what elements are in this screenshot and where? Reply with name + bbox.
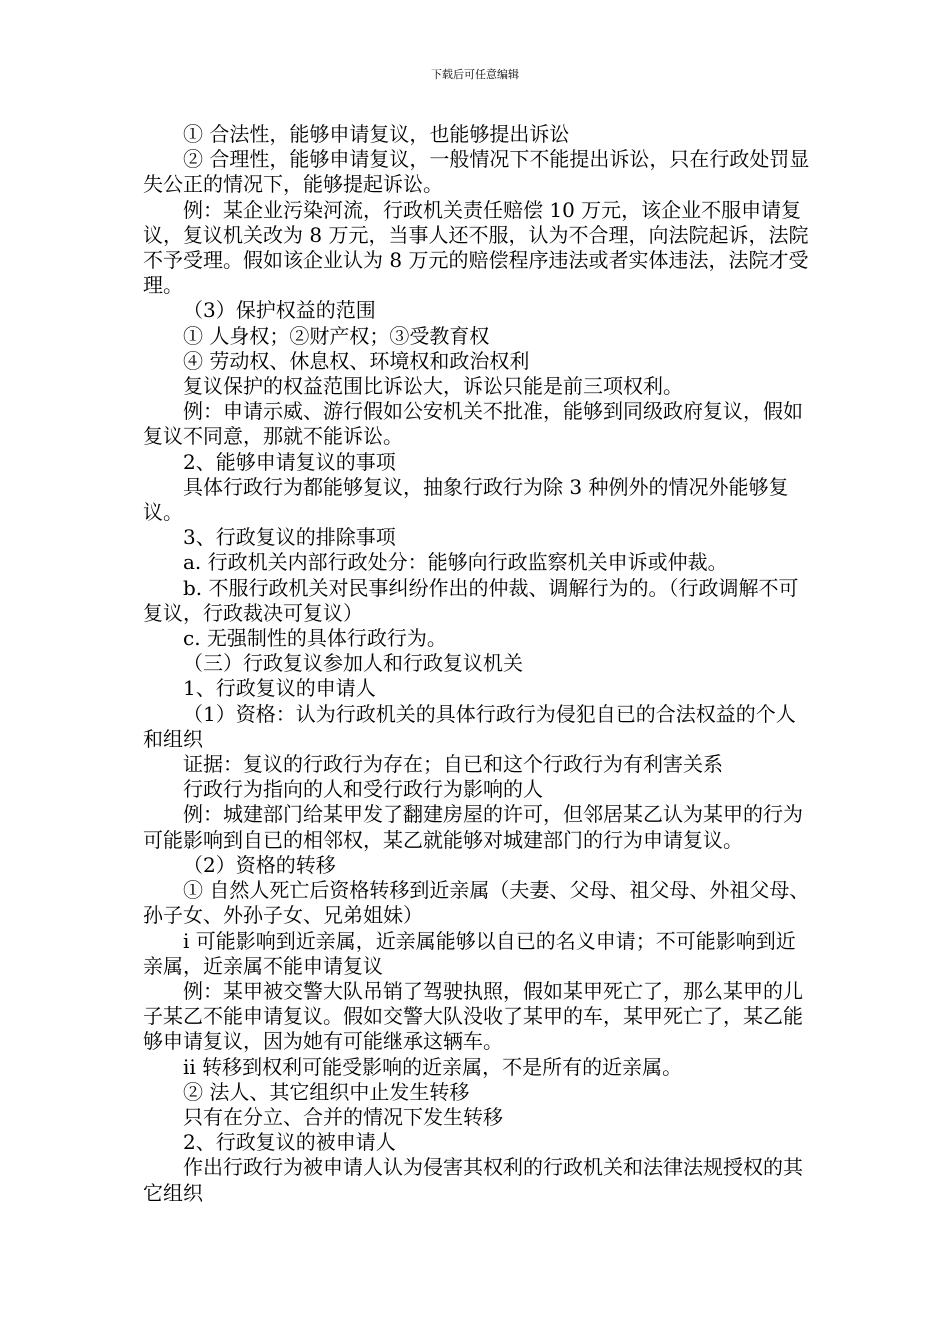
paragraph-17: （1）资格：认为行政机关的具体行政行为侵犯自已的合法权益的个人和组织 [143, 701, 796, 751]
paragraph-4: （3）保护权益的范围 [183, 298, 376, 323]
paragraph-27: 只有在分立、合并的情况下发生转移 [183, 1104, 503, 1129]
paragraph-3: 例：某企业污染河流，行政机关责任赔偿 10 万元，该企业不服申请复议，复议机关改为 8 万元，当事人还不服，认为不合理，向法院起诉，法院不予受理。假如该企业认为 8 万元的赔偿程序违法或者实体违法，法院才受理。 [143, 197, 809, 298]
paragraph-12: a. 行政机关内部行政处分：能够向行政监察机关申诉或仲裁。 [183, 550, 728, 575]
paragraph-14: c. 无强制性的具体行政行为。 [183, 626, 447, 651]
paragraph-28: 2、行政复议的被申请人 [183, 1130, 396, 1155]
paragraph-2: ② 合理性，能够申请复议，一般情况下不能提出诉讼，只在行政处罚显失公正的情况下，能够提起诉讼。 [143, 147, 810, 197]
paragraph-15: （三）行政复议参加人和行政复议机关 [183, 651, 523, 676]
document-body [143, 122, 811, 1206]
paragraph-13: b. 不服行政机关对民事纠纷作出的仲裁、调解行为的。（行政调解不可复议，行政裁决可复议） [143, 575, 799, 625]
paragraph-7: 复议保护的权益范围比诉讼大，诉讼只能是前三项权利。 [183, 374, 683, 399]
paragraph-22: ① 自然人死亡后资格转移到近亲属（夫妻、父母、祖父母、外祖父母、孙子女、外孙子女、兄弟姐妹） [143, 878, 810, 928]
page-header: 下载后可任意编辑 [431, 68, 519, 81]
paragraph-23: ⅰ 可能影响到近亲属，近亲属能够以自已的名义申请；不可能影响到近亲属，近亲属不能申请复议 [143, 928, 796, 978]
paragraph-8: 例：申请示威、游行假如公安机关不批准，能够到同级政府复议，假如复议不同意，那就不能诉讼。 [143, 399, 803, 449]
paragraph-11: 3、行政复议的排除事项 [183, 525, 396, 550]
paragraph-24: 例：某甲被交警大队吊销了驾驶执照，假如某甲死亡了，那么某甲的儿子某乙不能申请复议。假如交警大队没收了某甲的车，某甲死亡了，某乙能够申请复议，因为她有可能继承这辆车。 [143, 978, 803, 1054]
paragraph-9: 2、能够申请复议的事项 [183, 449, 396, 474]
paragraph-16: 1、行政复议的申请人 [183, 676, 376, 701]
paragraph-19: 行政行为指向的人和受行政行为影响的人 [183, 777, 543, 802]
paragraph-29: 作出行政行为被申请人认为侵害其权利的行政机关和法律法规授权的其它组织 [143, 1155, 803, 1205]
paragraph-21: （2）资格的转移 [183, 852, 336, 877]
paragraph-26: ② 法人、其它组织中止发生转移 [183, 1079, 470, 1104]
paragraph-20: 例：城建部门给某甲发了翻建房屋的许可，但邻居某乙认为某甲的行为可能影响到自已的相邻权，某乙就能够对城建部门的行为申请复议。 [143, 802, 803, 852]
paragraph-10: 具体行政行为都能够复议，抽象行政行为除 3 种例外的情况外能够复议。 [143, 474, 789, 525]
paragraph-6: ④ 劳动权、休息权、环境权和政治权利 [183, 348, 530, 373]
paragraph-25: ⅱ 转移到权利可能受影响的近亲属，不是所有的近亲属。 [183, 1054, 683, 1079]
paragraph-1: ① 合法性，能够申请复议，也能够提出诉讼 [183, 122, 570, 146]
paragraph-5: ① 人身权；②财产权；③受教育权 [183, 323, 490, 348]
paragraph-18: 证据：复议的行政行为存在；自已和这个行政行为有利害关系 [183, 752, 723, 777]
